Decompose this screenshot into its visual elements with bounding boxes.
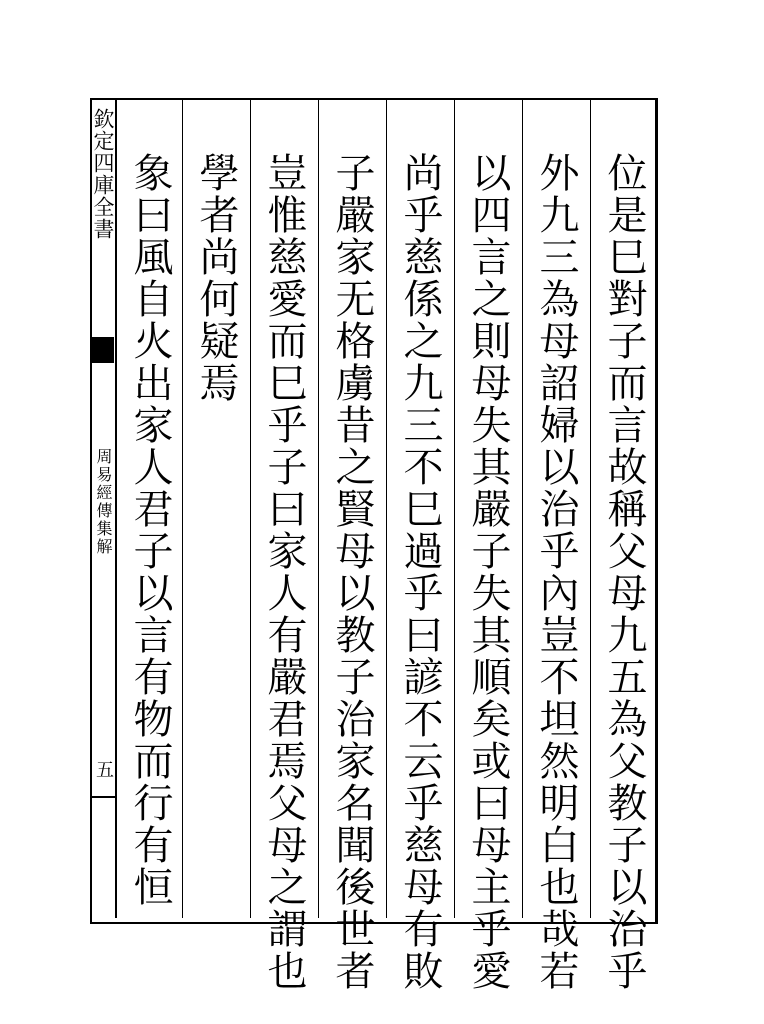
text-column-8: 象曰風自火出家人君子以言有物而行有恒 — [127, 152, 173, 908]
outer-right-rule — [655, 98, 658, 922]
page-number-rule — [91, 796, 115, 798]
column-rule — [250, 100, 251, 918]
column-rule — [318, 100, 319, 918]
book-title: 周易經傳集解 — [94, 448, 113, 556]
fish-tail-mark — [91, 337, 114, 363]
text-column-2: 外九三為母詔婦以治乎內豈不坦然明白也哉若 — [533, 152, 579, 992]
column-rule — [182, 100, 183, 918]
page-number: 五 — [93, 760, 114, 778]
column-rule — [386, 100, 387, 918]
collection-title: 欽定四庫全書 — [91, 108, 115, 240]
text-column-5: 子嚴家无格虜昔之賢母以教子治家名聞後世者 — [329, 152, 375, 992]
text-column-3: 以四言之則母失其嚴子失其順矣或曰母主乎愛 — [465, 152, 511, 992]
text-column-4: 尚乎慈係之九三不巳過乎曰諺不云乎慈母有敗 — [397, 152, 443, 992]
column-rule — [454, 100, 455, 918]
text-column-1: 位是巳對子而言故稱父母九五為父教子以治乎 — [601, 152, 647, 992]
column-rule — [522, 100, 523, 918]
text-column-6: 豈惟慈愛而巳乎子曰家人有嚴君焉父母之謂也 — [261, 152, 307, 992]
text-column-7: 學者尚何疑焉 — [193, 152, 239, 404]
column-rule — [590, 100, 591, 918]
